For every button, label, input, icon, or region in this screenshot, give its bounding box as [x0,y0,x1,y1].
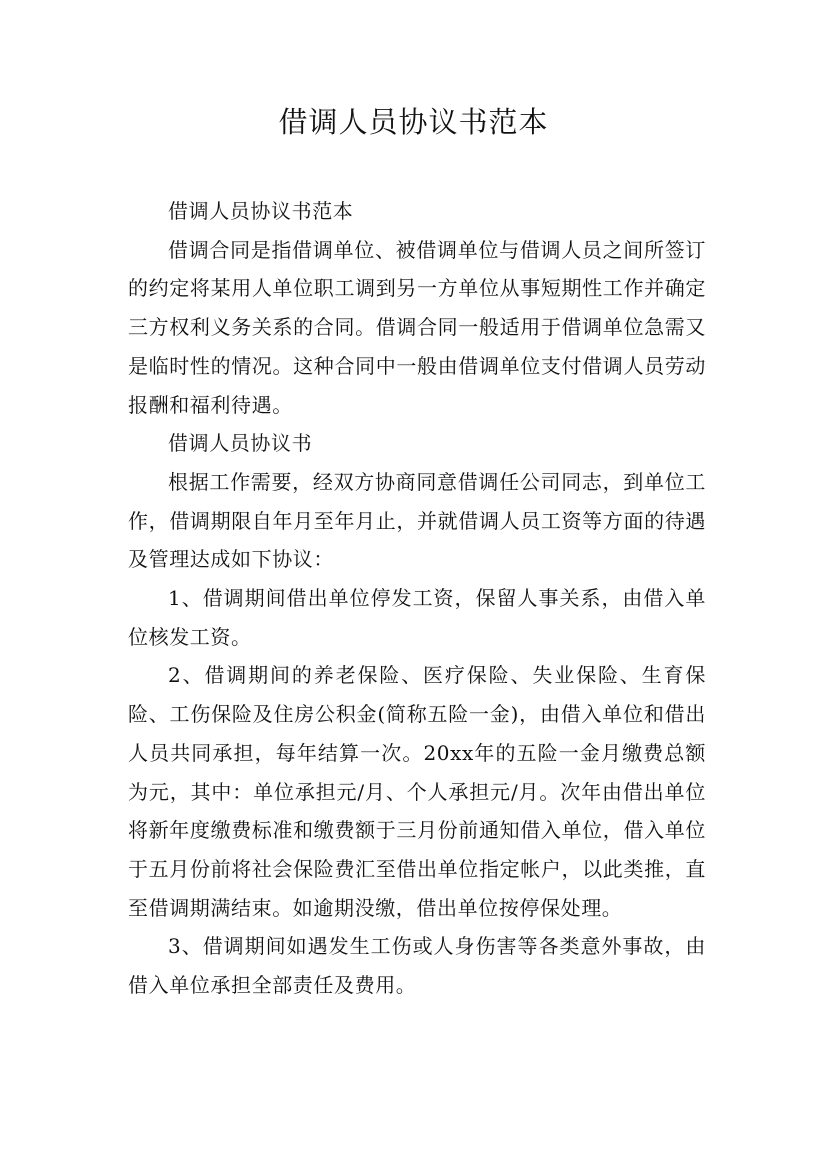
definition-paragraph: 借调合同是指借调单位、被借调单位与借调人员之间所签订的约定将某用人单位职工调到另一方单位从事短期性工作并确定三方权利义务关系的合同。借调合同一般适用于借调单位急需又是临时性的情况。这种合同中一般由借调单位支付借调人员劳动报酬和福利待遇。 [128,237,706,417]
intro-paragraph: 根据工作需要，经双方协商同意借调任公司同志，到单位工作，借调期限自年月至年月止，并就借调人员工资等方面的待遇及管理达成如下协议： [128,469,706,572]
clause-3: 3、借调期间如遇发生工伤或人身伤害等各类意外事故，由借入单位承担全部责任及费用。 [128,934,706,998]
clause-1: 1、借调期间借出单位停发工资，保留人事关系，由借入单位核发工资。 [128,586,706,649]
clause-2: 2、借调期间的养老保险、医疗保险、失业保险、生育保险、工伤保险及住房公积金(简称五险一金)，由借入单位和借出人员共同承担，每年结算一次。20xx年的五险一金月缴费总额为元，其中：单位承担元/月、个人承担元/月。次年由借出单位将新年度缴费标准和缴费额于三月份前通知借入单位，借入单位于五月份前将社会保险费汇至借出单位指定帐户，以此类推，直至借调期满结束。如逾期没缴，借出单位按停保处理。 [128,663,706,920]
agreement-heading: 借调人员协议书 [168,431,313,456]
subtitle-paragraph: 借调人员协议书范本 [168,199,354,223]
document-title: 借调人员协议书范本 [278,105,549,139]
document-body [128,192,706,1005]
